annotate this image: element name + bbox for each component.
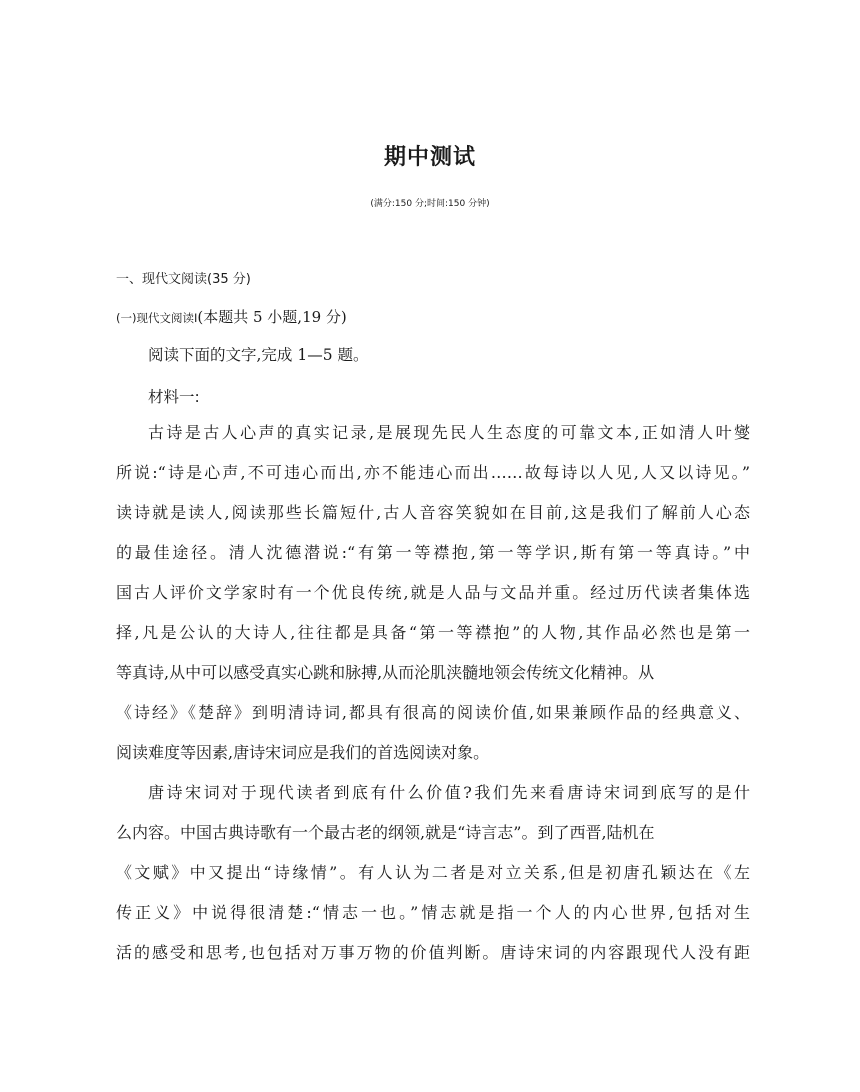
paragraph-line: 等真诗,从中可以感受真实心跳和脉搏,从而沦肌浃髓地领会传统文化精神。从 [116, 663, 655, 682]
paragraph-line: 活的感受和思考,也包括对万事万物的价值判断。唐诗宋词的内容跟现代人没有距 [116, 943, 750, 962]
material-label: 材料一: [148, 388, 200, 406]
paragraph-line: 阅读难度等因素,唐诗宋词应是我们的首选阅读对象。 [116, 743, 490, 762]
paragraph-line: 古诗是古人心声的真实记录,是展现先民人生态度的可靠文本,正如清人叶燮 [148, 423, 750, 442]
sub-heading-detail: (本题共 5 小题,19 分) [197, 308, 347, 326]
sub-heading-label: (一)现代文阅读Ⅰ [116, 311, 198, 325]
section-heading: 一、现代文阅读(35 分) [116, 272, 251, 287]
paragraph-line: 《诗经》《楚辞》到明清诗词,都具有很高的阅读价值,如果兼顾作品的经典意义、 [116, 703, 750, 722]
paragraph-line: 传正义》中说得很清楚:“情志一也。”情志就是指一个人的内心世界,包括对生 [116, 903, 750, 922]
sub-heading [116, 306, 347, 327]
paragraph-line: 所说:“诗是心声,不可违心而出,亦不能违心而出……故每诗以人见,人又以诗见。” [116, 463, 750, 482]
paragraph-line: 《文赋》中又提出“诗缘情”。有人认为二者是对立关系,但是初唐孔颖达在《左 [116, 863, 750, 882]
paragraph-line: 的最佳途径。清人沈德潜说:“有第一等襟抱,第一等学识,斯有第一等真诗。”中 [116, 543, 750, 562]
paragraph-line: 么内容。中国古典诗歌有一个最古老的纲领,就是“诗言志”。到了西晋,陆机在 [116, 823, 655, 842]
instruction-text: 阅读下面的文字,完成 1—5 题。 [148, 346, 369, 364]
page-title: 期中测试 [383, 145, 476, 170]
paragraph-line: 择,凡是公认的大诗人,往往都是具备“第一等襟抱”的人物,其作品必然也是第一 [116, 623, 750, 642]
paragraph-line: 读诗就是读人,阅读那些长篇短什,古人音容笑貌如在目前,这是我们了解前人心态 [116, 503, 750, 522]
paragraph-line: 唐诗宋词对于现代读者到底有什么价值?我们先来看唐诗宋词到底写的是什 [148, 783, 750, 802]
page-subtitle: (满分:150 分;时间:150 分钟) [370, 199, 490, 209]
paragraph-line: 国古人评价文学家时有一个优良传统,就是人品与文品并重。经过历代读者集体选 [116, 583, 750, 602]
